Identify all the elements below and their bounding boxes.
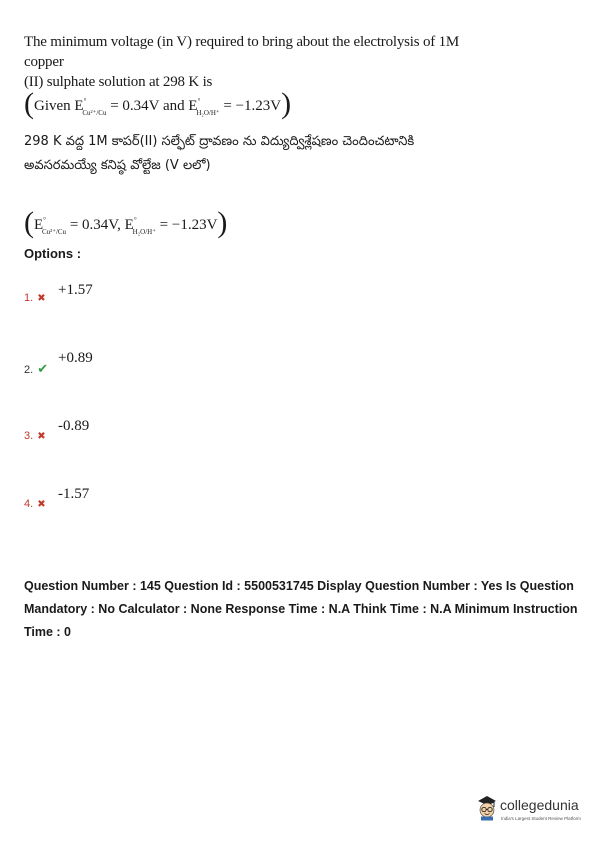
- option-3-number: 3. ✖: [24, 430, 46, 442]
- option-1-value: +1.57: [58, 282, 93, 298]
- logo-name: collegedunia: [500, 797, 579, 813]
- option-1-number: 1. ✖: [24, 292, 46, 304]
- mascot-icon: [476, 795, 498, 821]
- question-text-english: [24, 32, 494, 92]
- question-line-1: The minimum voltage (in V) required to bring about the electrolysis of 1M copper: [24, 34, 460, 70]
- question-metadata: [24, 575, 584, 644]
- meta-line-3: Time : 0: [24, 625, 72, 639]
- option-4-number: 4. ✖: [24, 498, 46, 510]
- check-icon: ✔: [37, 361, 49, 376]
- question-line-2: (II) sulphate solution at 298 K is: [24, 74, 213, 90]
- question-text-telugu: [24, 130, 444, 178]
- logo-tagline: India's Largest Student Review Platform: [501, 816, 581, 821]
- option-2-value: +0.89: [58, 350, 93, 366]
- collegedunia-logo[interactable]: [476, 793, 586, 833]
- telugu-line-1: 298 K వద్ద 1M కాపర్(II) సల్ఫేట్ ద్రావణం ను విద్యుద్విశ్లేషణం చెందించటానికి: [24, 134, 415, 149]
- option-2-number: 2. ✔: [24, 361, 49, 376]
- given-values-telugu: ($E^\circ_{Cu^{2+}/Cu} = 0.34V$, $E^\circ_{H_2O/H^+} = -1.23V$): [24, 206, 228, 239]
- wrong-icon: ✖: [37, 293, 46, 304]
- given-values: (Given $E^\circ_{Cu^{2+}/Cu} = 0.34V$ and $E^\circ_{H_2O/H^+} = -1.23V$): [24, 87, 292, 120]
- wrong-icon: ✖: [37, 431, 46, 442]
- meta-line-1: Question Number : 145 Question Id : 5500531745 Display Question Number : Yes Is Question: [24, 579, 574, 593]
- options-label: Options :: [24, 246, 82, 261]
- wrong-icon: ✖: [37, 499, 46, 510]
- meta-line-2: Mandatory : No Calculator : None Response Time : N.A Think Time : N.A Minimum Instruction: [24, 602, 578, 616]
- option-4-value: -1.57: [58, 486, 90, 502]
- option-3-value: -0.89: [58, 418, 90, 434]
- telugu-line-2: అవసరమయ్యే కనిష్ఠ వోల్టేజ (V లలో): [24, 158, 211, 173]
